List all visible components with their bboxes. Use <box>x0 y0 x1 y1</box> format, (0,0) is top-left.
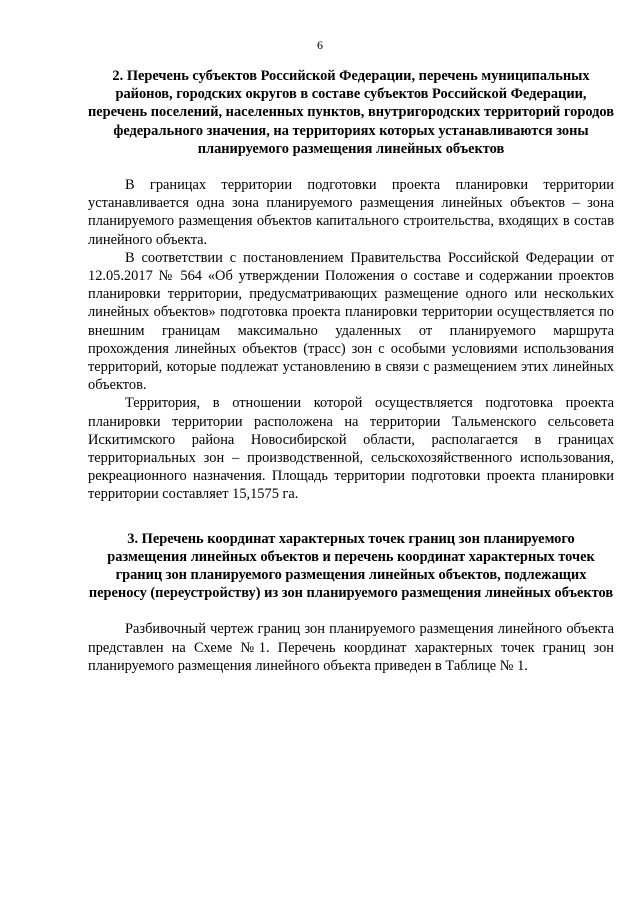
section-2-paragraph-1: В границах территории подготовки проекта планировки территории устанавливается одна зона планируемого размещения линейных объектов – зона планируемого размещения объектов капитального строительства, входящих в состав линейного объекта. <box>88 177 614 248</box>
section-2-paragraph-3: Территория, в отношении которой осуществляется подготовка проекта планировки территории расположена на территории Тальменского сельсовета Искитимского района Новосибирской области, располагается в границах территориальных зон – производственной, сельскохозяйственного использования, рекреационного назначения. Площадь территории подготовки проекта планировки территории составляет 15,1575 га. <box>88 395 614 503</box>
spacer <box>88 158 614 176</box>
spacer <box>88 602 614 620</box>
page-number: 6 <box>317 38 323 52</box>
section-3-paragraph-1: Разбивочный чертеж границ зон планируемого размещения линейного объекта представлен на Схеме №1. Перечень координат характерных точек границ зон планируемого размещения линейного объекта приведен в Таблице № 1. <box>88 621 614 674</box>
document-body <box>88 67 614 675</box>
section-2-paragraph-2: В соответствии с постановлением Правительства Российской Федерации от 12.05.2017 № 564 «Об утверждении Положения о составе и содержании проектов планировки территории, предусматривающих размещение одного или нескольких линейных объектов» подготовка проекта планировки территории осуществляется по внешним границам максимально удаленных от планируемого маршрута прохождения линейных объектов (трасс) зон с особыми условиями использования территорий, которые подлежат установлению в связи с размещением этих линейных объектов. <box>88 249 614 394</box>
section-2-heading: 2. Перечень субъектов Российской Федерации, перечень муниципальных районов, городских округов в составе субъектов Российской Федерации, перечень поселений, населенных пунктов, внутригородских территорий городов федерального значения, на территориях которых устанавливаются зоны планируемого размещения линейных объектов <box>88 68 614 157</box>
section-3-heading: 3. Перечень координат характерных точек границ зон планируемого размещения линейных объектов и перечень координат характерных точек границ зон планируемого размещения линейных объектов, подлежащих переносу (переустройству) из зон планируемого размещения линейных объектов <box>88 530 614 602</box>
spacer <box>88 504 614 530</box>
